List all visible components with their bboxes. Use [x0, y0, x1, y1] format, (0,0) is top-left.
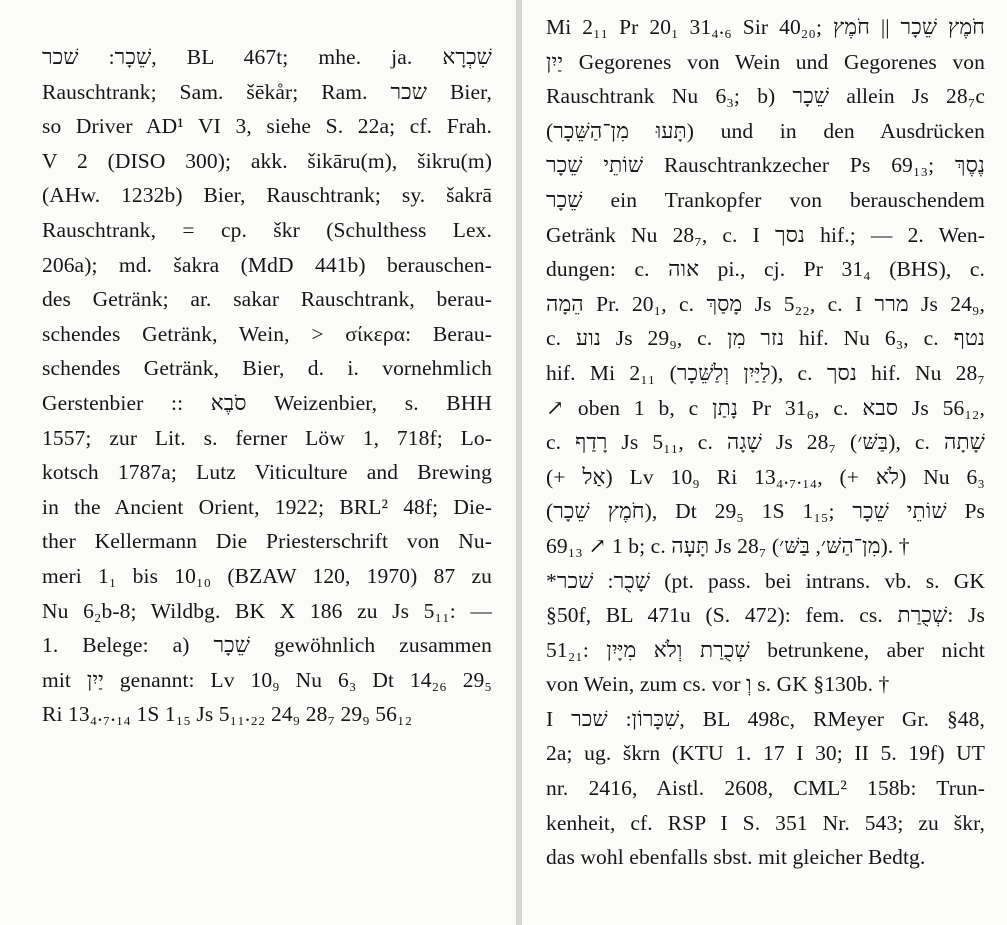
text-line: schendes Getränk, Bier, d. i. vornehmlich	[42, 356, 492, 381]
text-line: (תָּעוּ מִן־הַשֵּׁכָר) und in den Ausdrücken	[546, 118, 985, 143]
text-line: Rauschtrank; Sam. šēkår; Ram. שכר Bier,	[42, 79, 492, 104]
text-line: 69₁₃ ↗ 1 b; c. תָּעָה Js 28₇ (מִן־הַשּׁ׳, בַּשּׁ׳). †	[546, 533, 910, 558]
text-line: dungen: c. אוה pi., cj. Pr 31₄ (BHS), c.	[546, 257, 985, 282]
text-line: *שָׁכֻר: שׁכר (pt. pass. bei intrans. vb. s. GK	[546, 568, 985, 593]
text-line: ther Kellermann Die Priesterschrift von Nu-	[42, 529, 492, 554]
text-line: mit יַיִן genannt: Lv 10₉ Nu 6₃ Dt 14₂₆ 29₅	[42, 667, 492, 692]
text-line: ↗ oben 1 b, c נָתַן Pr 31₆, c. סבא Js 56₁₂,	[546, 395, 985, 420]
text-line: שֵׁכָר ein Trankopfer von berauschendem	[546, 187, 985, 212]
text-line: I שִׁכָּרוֹן: שׁכר, BL 498c, RMeyer Gr. §48,	[546, 706, 985, 731]
text-line: שֵׁכָר: שׁכר, BL 467t; mhe. ja. שִׁכְרָא	[42, 45, 492, 69]
text-line: kotsch 1787a; Lutz Viticulture and Brewing	[42, 460, 492, 485]
text-line: 2a; ug. škrn (KTU 1. 17 I 30; II 5. 19f) UT	[546, 741, 985, 766]
right-text-column	[522, 0, 1007, 875]
text-line: von Wein, zum cs. vor וְ s. GK §130b. †	[546, 672, 890, 697]
text-line: des Getränk; ar. sakar Rauschtrank, berau-	[42, 287, 492, 312]
text-line: in the Ancient Orient, 1922; BRL² 48f; Die-	[42, 494, 492, 519]
text-line: יַיִן Gegorenes von Wein und Gegorenes von	[546, 49, 985, 74]
text-line: Nu 6₂b-8; Wildbg. BK X 186 zu Js 5₁₁: —	[42, 598, 492, 623]
text-line: hif. Mi 2₁₁ (לַיַּיִן וְלַשֵּׁכָר), c. נסך hif. Nu 28₇	[546, 360, 985, 385]
text-line: nr. 2416, Aistl. 2608, CML² 158b: Trun-	[546, 776, 985, 801]
text-line: Rauschtrank, = cp. škr (Schulthess Lex.	[42, 217, 492, 242]
text-line: schendes Getränk, Wein, > σίκερα: Berau-	[42, 321, 492, 346]
text-line: (AHw. 1232b) Bier, Rauschtrank; sy. šakrā	[42, 183, 492, 208]
text-line: Mi 2₁₁ Pr 20₁ 31₄.₆ Sir 40₂₀; חֹמֶץ שֵׁכָר || חֹמֶץ	[546, 15, 985, 39]
text-line: הֵמָה Pr. 20₁, c. מָסַךְ Js 5₂₂, c. I מרר Js 24₉,	[546, 291, 985, 316]
text-line: שׁוֹתֵי שֵׁכָר Rauschtrankzecher Ps 69₁₃; נֶסֶךְ	[546, 153, 985, 178]
text-line: kenheit, cf. RSP I S. 351 Nr. 543; zu škr,	[546, 810, 985, 835]
text-line: 1. Belege: a) שֵׁכָר gewöhnlich zusammen	[42, 633, 492, 658]
text-line: 51₂₁: שְׁכֻרַת וְלֹא מִיָּיִן betrunkene, aber nicht	[546, 637, 985, 662]
text-line: V 2 (DISO 300); akk. šikāru(m), šikru(m)	[42, 148, 492, 173]
text-line: c. נוע Js 29₉, c. נזר מִן hif. Nu 6₃, c. נטף	[546, 326, 985, 351]
text-line: Gerstenbier :: סֹבֶא Weizenbier, s. BHH	[42, 390, 492, 415]
text-line: 206a); md. šakra (MdD 441b) berauschen-	[42, 252, 492, 277]
text-line: Rauschtrank Nu 6₃; b) שֵׁכָר allein Js 28₇c	[546, 84, 985, 109]
text-line: (+ אַל) Lv 10₉ Ri 13₄.₇.₁₄, (+ לֹא) Nu 6₃	[546, 464, 985, 489]
right-page-scan	[522, 0, 1007, 925]
text-line: Ri 13₄.₇.₁₄ 1S 1₁₅ Js 5₁₁.₂₂ 24₉ 28₇ 29₉ 56₁₂	[42, 702, 413, 727]
left-text-column	[0, 0, 516, 732]
text-line: meri 1₁ bis 10₁₀ (BZAW 120, 1970) 87 zu	[42, 563, 492, 588]
text-line: §50f, BL 471u (S. 472): fem. cs. שְׁכֻרַת: Js	[546, 603, 985, 628]
text-line: (חֹמֶץ שֵׁכָר), Dt 29₅ 1S 1₁₅; שׁוֹתֵי שֵׁכָר Ps	[546, 499, 985, 524]
text-line: c. רָדַף Js 5₁₁, c. שָׁגָה Js 28₇ (בַּשּׁ׳), c. שָׁתָה	[546, 430, 985, 455]
text-line: das wohl ebenfalls sbst. mit gleicher Bedtg.	[546, 845, 926, 870]
text-line: 1557; zur Lit. s. ferner Löw 1, 718f; Lo-	[42, 425, 492, 450]
text-line: Getränk Nu 28₇, c. I נסך hif.; — 2. Wen-	[546, 222, 985, 247]
text-line: so Driver AD¹ VI 3, siehe S. 22a; cf. Frah.	[42, 114, 492, 139]
